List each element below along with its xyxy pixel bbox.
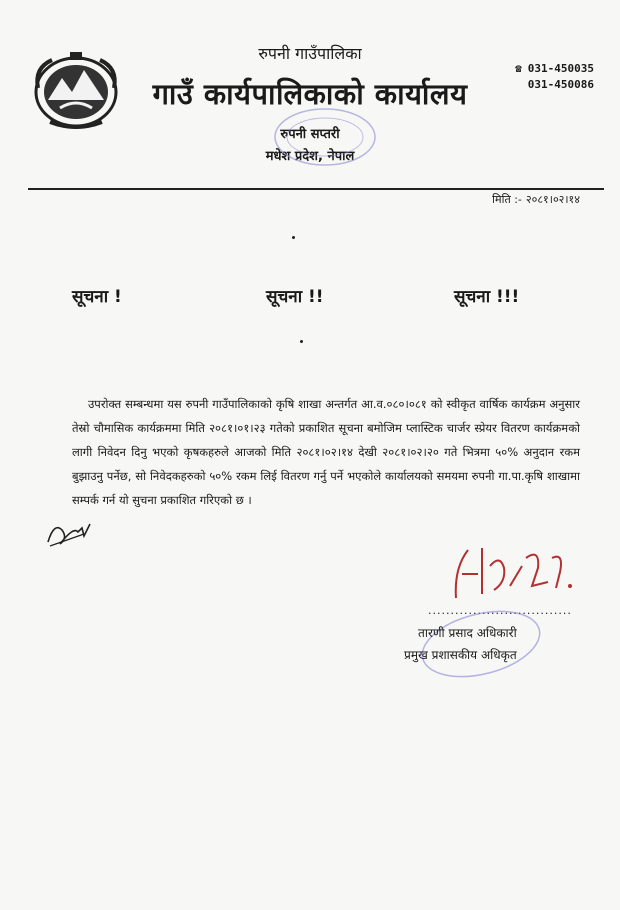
signature-line: ................................ bbox=[428, 604, 572, 617]
municipality-name: रुपनी गाउँपालिका bbox=[258, 44, 362, 63]
notice-heading: सूचना !! bbox=[266, 287, 324, 307]
phone-row bbox=[515, 76, 594, 92]
telephone-icon: ☎ bbox=[515, 61, 522, 75]
signatory-name: तारणी प्रसाद अधिकारी bbox=[418, 626, 517, 640]
notice-heading: सूचना !!! bbox=[454, 287, 520, 307]
phone-number: 031-450035 bbox=[527, 61, 594, 75]
signature-date-icon bbox=[448, 538, 578, 610]
scan-speck bbox=[292, 236, 295, 239]
scan-speck bbox=[300, 340, 303, 343]
date-value: २०८१।०२।१४ bbox=[525, 193, 580, 206]
handwritten-signature-date bbox=[448, 538, 578, 610]
office-stamp-icon bbox=[270, 104, 380, 170]
initials-scribble-icon bbox=[44, 516, 94, 550]
phone-list bbox=[515, 60, 594, 92]
date-label: मिति :- bbox=[492, 193, 522, 206]
signatory-title: प्रमुख प्रशासकीय अधिकृत bbox=[404, 648, 517, 662]
approval-stamp-icon bbox=[416, 604, 546, 684]
phone-number: 031-450086 bbox=[527, 77, 594, 91]
phone-row bbox=[515, 60, 594, 76]
office-title: गाउँ कार्यपालिकाको कार्यालय bbox=[152, 77, 468, 111]
office-province: मधेश प्रदेश, नेपाल bbox=[265, 149, 355, 164]
notice-body: उपरोक्त सम्बन्धमा यस रुपनी गाउँपालिकाको कृषि शाखा अन्तर्गत आ.व.०८०।०८१ को स्वीकृत वार्षिक कार्यक्रम अनुसार तेस्रो चौमासिक कार्यक्रममा मिति २०८१।०१।२३ गतेको प्रकाशित सूचना बमोजिम प्लास्टिक चार्जर स्प्रेयर वितरण कार्यक्रमको लागी निवेदन दिनु भएको कृषकहरुले आजको मिति २०८१।०२।१४ देखी २०८१।०२।२० गते भित्रमा ५०% अनुदान रकम बुझाउनु पर्नेछ, सो निवेदकहरुको ५०% रकम लिई वितरण गर्नु पर्ने भएकोले कार्यालयको समयमा रुपनी गा.पा.कृषि शाखामा सम्पर्क गर्न यो सुचना प्रकाशित गरिएको छ । bbox=[72, 396, 580, 507]
office-location: रुपनी सप्तरी bbox=[280, 127, 340, 142]
header-divider bbox=[28, 188, 604, 190]
notice-heading: सूचना ! bbox=[72, 287, 122, 307]
notice-date bbox=[492, 192, 580, 207]
